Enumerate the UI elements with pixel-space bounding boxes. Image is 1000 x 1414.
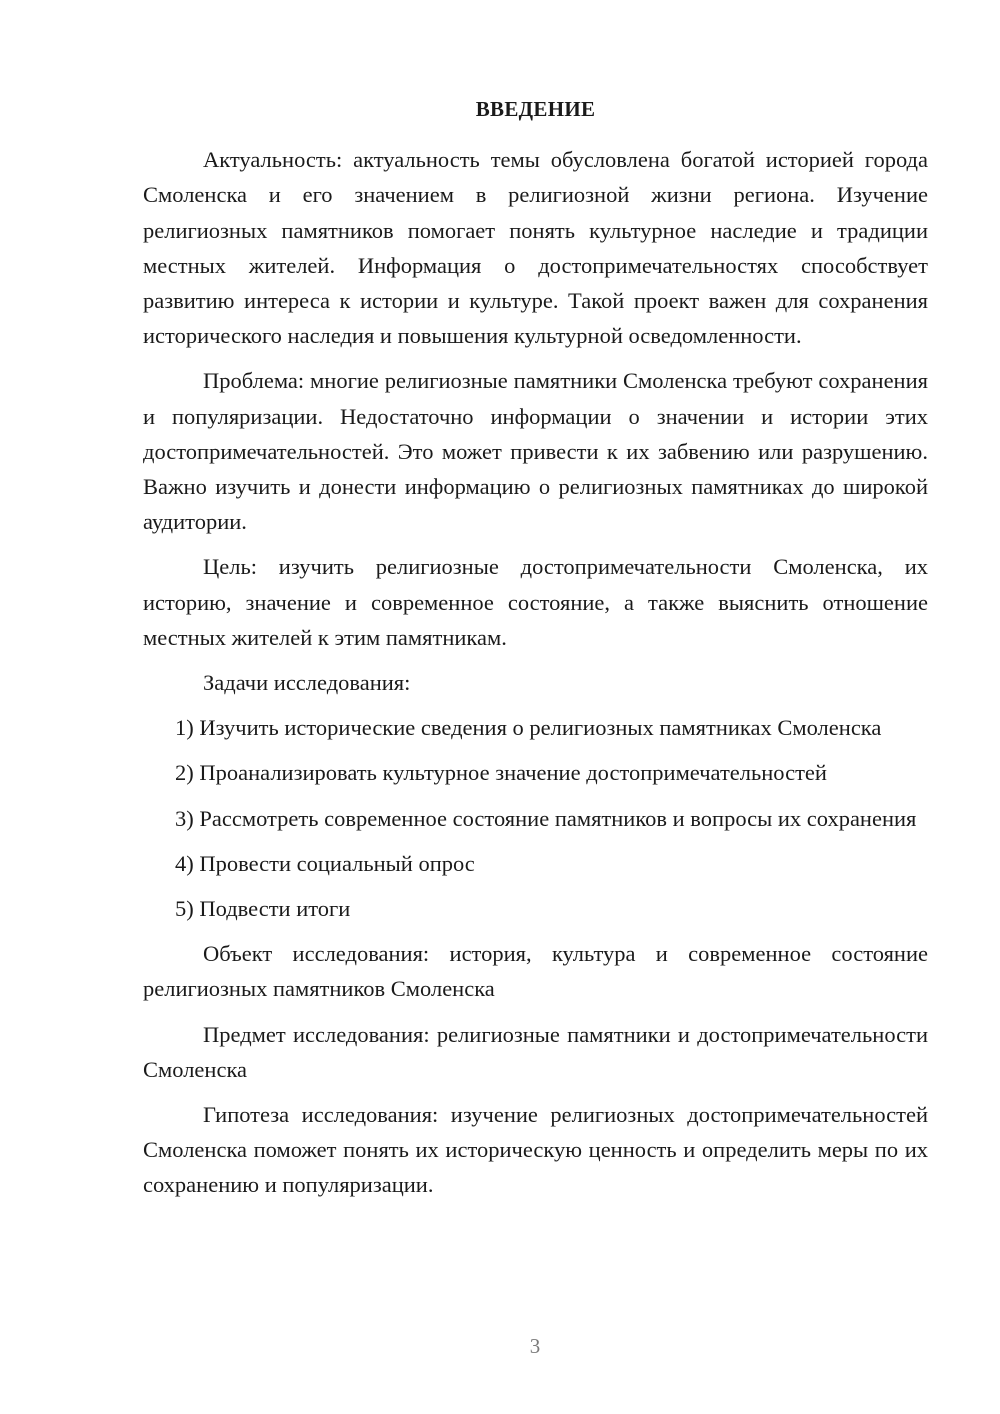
- task-item: 2) Проанализировать культурное значение достопримечательностей: [175, 760, 827, 786]
- paragraph-object: Объект исследования: история, культура и современное состояние религиозных памятников Смоленска: [143, 941, 928, 1002]
- paragraph-relevance: Актуальность: актуальность темы обусловлена богатой историей города Смоленска и его значением в религиозной жизни региона. Изучение религиозных памятников помогает понять культурное наследие и традиции местных жителей. Информация о достопримечательностях способствует развитию интереса к истории и культуре. Такой проект важен для сохранения исторического наследия и повышения культурной осведомленности.: [143, 147, 928, 349]
- section-heading: ВВЕДЕНИЕ: [475, 97, 596, 121]
- task-item: 5) Подвести итоги: [175, 896, 351, 922]
- paragraph-problem: Проблема: многие религиозные памятники Смоленска требуют сохранения и популяризации. Недостаточно информации о значении и истории этих достопримечательностей. Это может привести к их забвению или разрушению. Важно изучить и донести информацию о религиозных памятниках до широкой аудитории.: [143, 368, 928, 535]
- task-item: 4) Провести социальный опрос: [175, 850, 475, 876]
- document-page: [143, 92, 928, 1213]
- paragraph-hypothesis: Гипотеза исследования: изучение религиозных достопримечательностей Смоленска поможет понять их историческую ценность и определить меры по их сохранению и популяризации.: [143, 1102, 928, 1198]
- paragraph-subject: Предмет исследования: религиозные памятники и достопримечательности Смоленска: [143, 1021, 928, 1082]
- paragraph-goal: Цель: изучить религиозные достопримечательности Смоленска, их историю, значение и современное состояние, а также выяснить отношение местных жителей к этим памятникам.: [143, 554, 928, 650]
- task-item: 3) Рассмотреть современное состояние памятников и вопросы их сохранения: [175, 805, 917, 831]
- page-number: 3: [529, 1334, 541, 1358]
- paragraph-tasks-label: Задачи исследования:: [203, 670, 411, 696]
- task-item: 1) Изучить исторические сведения о религиозных памятниках Смоленска: [175, 715, 882, 741]
